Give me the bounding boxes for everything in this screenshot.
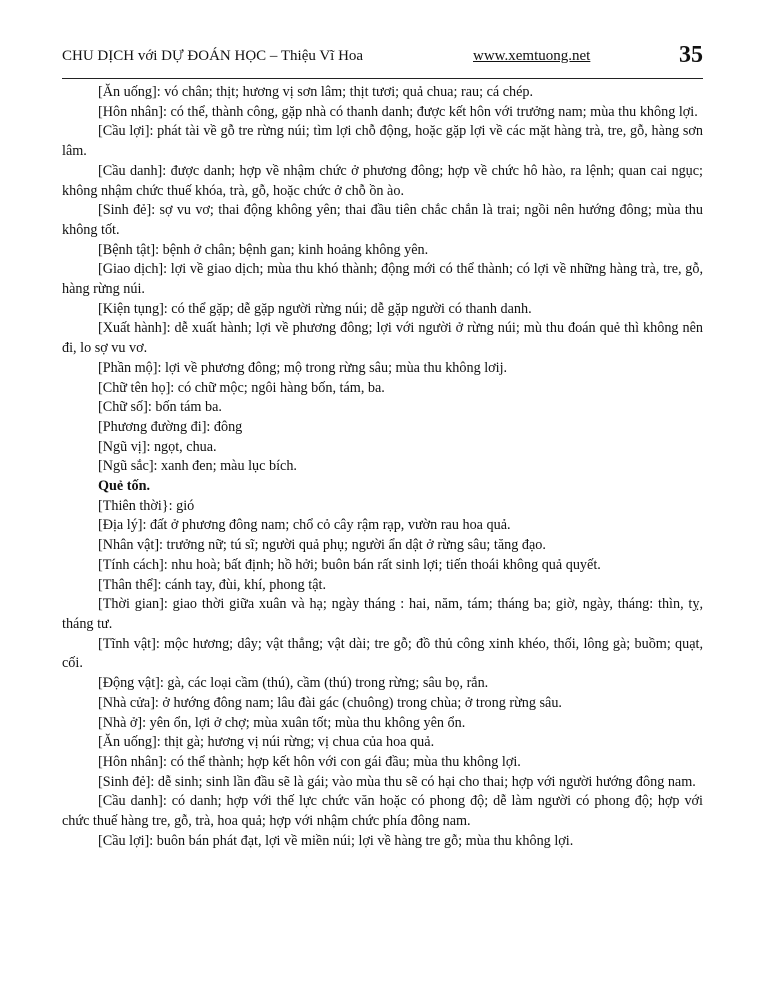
section-heading: Quẻ tốn.	[98, 478, 151, 495]
body-paragraph: [Chữ tên họ]: có chữ mộc; ngôi hàng bốn, tám, ba.	[98, 379, 385, 396]
body-paragraph: [Tĩnh vật]: mộc hương; dây; vật thẳng; vật dài; tre gỗ; đồ thủ công xinh khéo, thối, lông gà; buồm; quạt, cối.	[62, 635, 703, 672]
body-paragraph: [Giao dịch]: lợi về giao dịch; mùa thu khó thành; động mới có thể thành; có lợi về những hàng trà, tre, gỗ, hàng rừng núi.	[62, 261, 703, 298]
body-paragraph: [Cầu danh]: có danh; hợp với thế lực chức văn hoặc có phong độ; dễ làm người có phong độ; hợp với chức thuế hàng tre, gỗ, trà, hoa quả; hợp với nhậm chức phía đông nam.	[62, 793, 703, 830]
body-paragraph: [Cầu lợi]: buôn bán phát đạt, lợi về miền núi; lợi về hàng tre gỗ; mùa thu không lợi.	[98, 832, 574, 849]
body-paragraph: [Ngũ sắc]: xanh đen; màu lục bích.	[98, 458, 297, 475]
body-paragraph: [Phương đường đi]: đông	[98, 418, 243, 435]
body-paragraph: [Kiện tụng]: có thể gặp; dễ gặp người rừng núi; dễ gặp người có thanh danh.	[98, 300, 532, 317]
body-paragraph: [Hôn nhân]: có thể thành; hợp kết hôn với con gái đầu; mùa thu không lợi.	[98, 753, 521, 770]
body-paragraph: [Sinh đẻ]: sợ vu vơ; thai động không yên; thai đầu tiên chắc chắn là trai; ngồi nên hướng đông; mùa thu không tốt.	[62, 202, 703, 238]
body-paragraph: [Chữ số]: bốn tám ba.	[98, 399, 222, 416]
book-title: CHU DỊCH với DỰ ĐOÁN HỌC – Thiệu Vĩ Hoa	[62, 48, 364, 64]
body-paragraph: [Động vật]: gà, các loại cầm (thú), cầm (thú) trong rừng; sâu bọ, rắn.	[98, 675, 489, 692]
website-link[interactable]: www.xemtuong.net	[473, 48, 591, 64]
body-paragraph: [Thiên thời}: gió	[98, 497, 195, 514]
body-paragraph: [Thời gian]: giao thời giữa xuân và hạ; ngày tháng : hai, năm, tám; tháng ba; giờ, ngày, tháng: thìn, tỵ, tháng tư.	[62, 596, 703, 632]
body-paragraph: [Hôn nhân]: có thể, thành công, gặp nhà có thanh danh; được kết hôn với trưởng nam; mùa thu không lợi.	[98, 103, 698, 120]
body-paragraph: [Ăn uống]: thịt gà; hương vị núi rừng; vị chua của hoa quả.	[98, 734, 435, 751]
body-paragraph: [Nhà ở]: yên ổn, lợi ở chợ; mùa xuân tốt; mùa thu không yên ổn.	[98, 714, 466, 731]
body-paragraph: [Phần mộ]: lợi về phương đông; mộ trong rừng sâu; mùa thu không lơij.	[98, 359, 508, 376]
body-paragraph: [Tính cách]: nhu hoà; bất định; hồ hởi; buôn bán rất sinh lợi; tiến thoái không quả quyết.	[98, 556, 601, 573]
body-paragraph: [Cầu danh]: được danh; hợp về nhậm chức ở phương đông; hợp về chức hô hào, ra lệnh; quan cai ngục; không nhậm chức thuế khóa, trà, gỗ, hoặc chức ở chỗ ồn ào.	[62, 162, 703, 199]
page-body	[62, 83, 703, 851]
page-header	[62, 44, 703, 79]
body-paragraph: [Cầu lợi]: phát tài về gỗ tre rừng núi; tìm lợi chỗ động, hoặc gặp lợi về các mặt hàng trà, tre, gỗ, hàng sơn lâm.	[62, 123, 703, 160]
body-paragraph: [Xuất hành]: dễ xuất hành; lợi về phương đông; lợi với người ở rừng núi; mù thu đoán quẻ thì không nên đi, lo sợ vu vơ.	[62, 320, 703, 357]
page-number: 35	[679, 42, 703, 68]
body-paragraph: [Sinh đẻ]: dễ sinh; sinh lần đầu sẽ là gái; vào mùa thu sẽ có hại cho thai; hợp với người hướng đông nam.	[98, 773, 696, 790]
body-paragraph: [Nhân vật]: trưởng nữ; tú sĩ; người quả phụ; người ẩn dật ở rừng sâu; tăng đạo.	[98, 537, 546, 554]
body-paragraph: [Ngũ vị]: ngọt, chua.	[98, 438, 217, 455]
body-paragraph: [Ăn uống]: vó chân; thịt; hương vị sơn lâm; thịt tươi; quả chua; rau; cá chép.	[98, 84, 534, 100]
body-paragraph: [Địa lý]: đất ở phương đông nam; chổ cỏ cây rậm rạp, vườn rau hoa quả.	[98, 517, 511, 534]
body-paragraph: [Bệnh tật]: bệnh ở chân; bệnh gan; kinh hoảng không yên.	[98, 241, 429, 258]
body-paragraph: [Nhà cửa]: ở hướng đông nam; lâu đài gác (chuông) trong chùa; ở trong rừng sâu.	[98, 694, 562, 711]
body-paragraph: [Thân thể]: cánh tay, đùi, khí, phong tật.	[98, 576, 326, 593]
